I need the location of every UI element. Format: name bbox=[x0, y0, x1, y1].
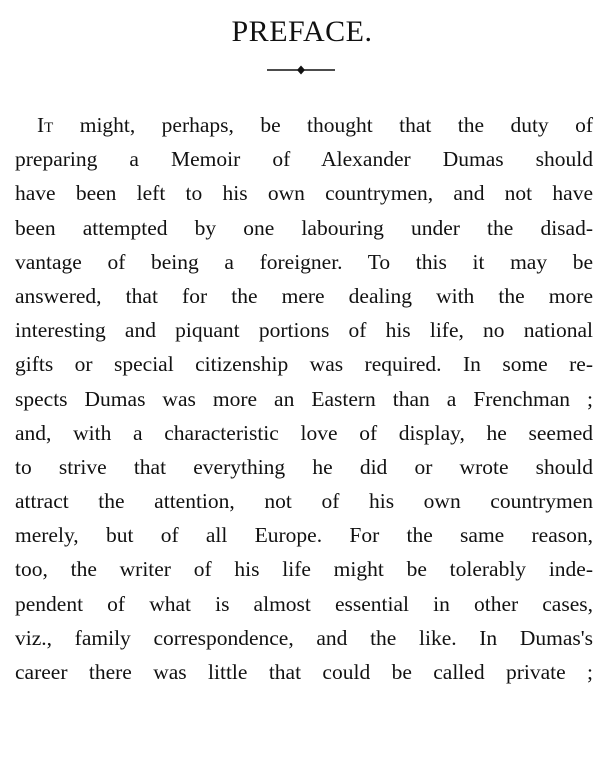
text-line: and, with a characteristic love of display, he seemed bbox=[15, 420, 593, 445]
page-title: PREFACE. bbox=[231, 15, 373, 48]
text-line: been attempted by one labouring under the disad- bbox=[15, 215, 593, 240]
text-line: spects Dumas was more an Eastern than a Frenchman ; bbox=[15, 386, 593, 411]
text-line: answered, that for the mere dealing with the more bbox=[15, 283, 593, 308]
text-line: to strive that everything he did or wrote should bbox=[15, 454, 593, 479]
text-line: gifts or special citizenship was required. In some re- bbox=[15, 352, 593, 377]
text-line: interesting and piquant portions of his life, no national bbox=[15, 318, 593, 343]
text-line bbox=[15, 108, 593, 142]
text-line: attract the attention, not of his own countrymen bbox=[15, 489, 593, 514]
rule-with-diamond-icon bbox=[267, 64, 335, 76]
drop-initial-word: It bbox=[37, 113, 54, 137]
first-line-text: might, perhaps, be thought that the duty of bbox=[53, 113, 593, 137]
text-line: preparing a Memoir of Alexander Dumas should bbox=[15, 147, 593, 172]
preface-paragraph bbox=[15, 108, 593, 689]
text-line: career there was little that could be called private ; bbox=[15, 660, 593, 684]
text-line: viz., family correspondence, and the like. In Dumas's bbox=[15, 625, 593, 650]
text-line: vantage of being a foreigner. To this it may be bbox=[15, 249, 593, 274]
text-line: pendent of what is almost essential in other cases, bbox=[15, 591, 593, 616]
text-line: merely, but of all Europe. For the same reason, bbox=[15, 523, 593, 548]
text-line: too, the writer of his life might be tolerably inde- bbox=[15, 557, 593, 582]
text-line: have been left to his own countrymen, and not have bbox=[15, 181, 593, 206]
